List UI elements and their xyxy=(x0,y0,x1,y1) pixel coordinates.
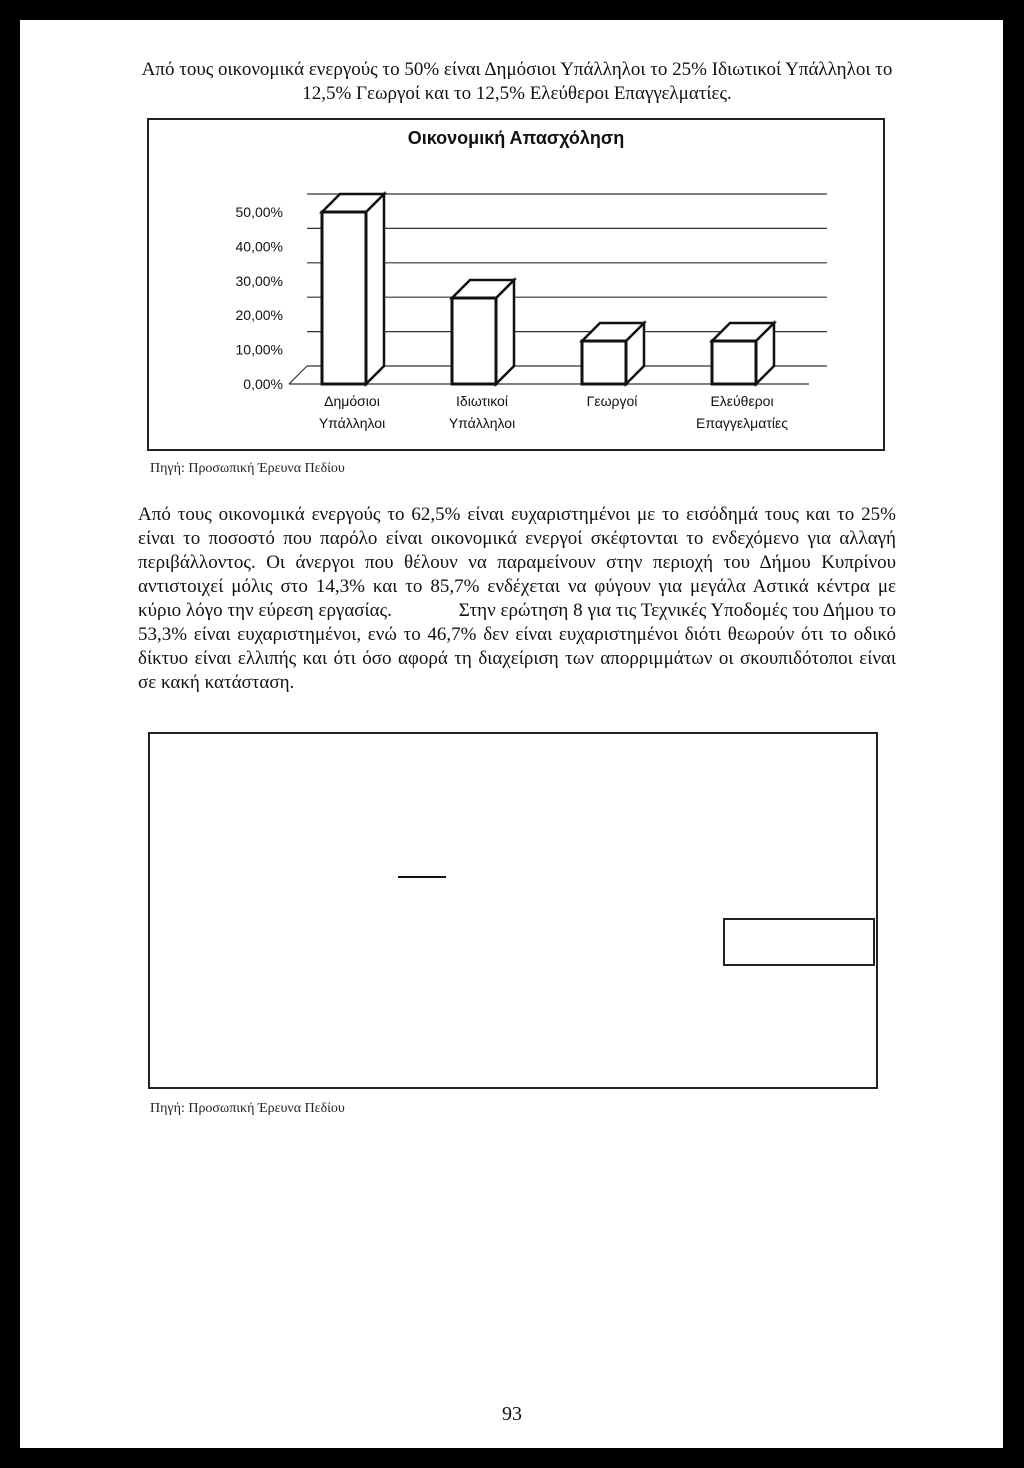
bar-side xyxy=(366,194,384,384)
intro-paragraph: Από τους οικονομικά ενεργούς το 50% είναι Δημόσιοι Υπάλληλοι το 25% Ιδιωτικοί Υπάλληλοι το 12,5% Γεωργοί και το 12,5% Ελεύθεροι Επαγγελματίες. xyxy=(141,59,893,104)
floor-edge xyxy=(289,366,307,384)
x-category-label: Επαγγελματίες xyxy=(696,415,788,431)
y-tick-label: 0,00% xyxy=(243,376,283,392)
y-tick-label: 20,00% xyxy=(235,307,283,324)
x-category-label: Ελεύθεροι xyxy=(710,393,774,409)
y-tick-label: 10,00% xyxy=(235,341,283,358)
bar-chart xyxy=(149,120,883,449)
x-category-label: Γεωργοί xyxy=(586,393,638,409)
x-category-label: Υπάλληλοι xyxy=(318,415,386,431)
source-note-1: Πηγή: Προσωπική Έρευνα Πεδίου xyxy=(150,461,345,476)
chart-line-fragment xyxy=(398,876,446,878)
bar xyxy=(712,341,756,384)
bar xyxy=(582,341,626,384)
bar xyxy=(452,298,496,384)
x-category-label: Υπάλληλοι xyxy=(448,415,516,431)
page-number: 93 xyxy=(502,1403,522,1425)
bar xyxy=(322,212,366,384)
body-paragraph-2: Στην ερώτηση 8 για τις Τεχνικές Υποδομές του Δήμου το 53,3% είναι ευχαριστημένοι, ενώ το 46,7% δεν είναι ευχαριστημένοι διότι θεωρούν ότι το οδικό δίκτυο είναι ελλιπής και ότι όσο αφορά τη διαχείριση των απορριμμάτων οι σκουπιδότοποι είναι σε κακή κατάσταση. xyxy=(138,600,896,693)
x-category-label: Δημόσιοι xyxy=(324,393,380,409)
x-category-label: Ιδιωτικοί xyxy=(456,393,508,409)
body-paragraph xyxy=(138,503,896,695)
y-tick-label: 40,00% xyxy=(235,238,283,255)
y-tick-label: 30,00% xyxy=(235,272,283,289)
legend-box xyxy=(723,918,875,966)
chart-title: Οικονομική Απασχόληση xyxy=(407,128,625,148)
source-note-2: Πηγή: Προσωπική Έρευνα Πεδίου xyxy=(150,1101,345,1116)
body-paragraph-1: Από τους οικονομικά ενεργούς το 62,5% είναι ευχαριστημένοι με το εισόδημά τους και το 25% είναι το ποσοστό που παρόλο είναι οικονομικά ενεργοί σκέφτονται το ενδεχόμενο για αλλαγή περιβάλλοντος. Οι άνεργοι που θέλουν να παραμείνουν στην περιοχή του Δήμου Κυπρίνου αντιστοιχεί μόλις στο 14,3% και το 85,7% ενδέχεται να φύγουν για μεγάλα Αστικά κέντρα με κύριο λόγο την εύρεση εργασίας. xyxy=(138,504,896,621)
empty-chart-frame xyxy=(148,732,878,1089)
chart-frame xyxy=(147,118,885,451)
y-tick-label: 50,00% xyxy=(235,204,283,220)
